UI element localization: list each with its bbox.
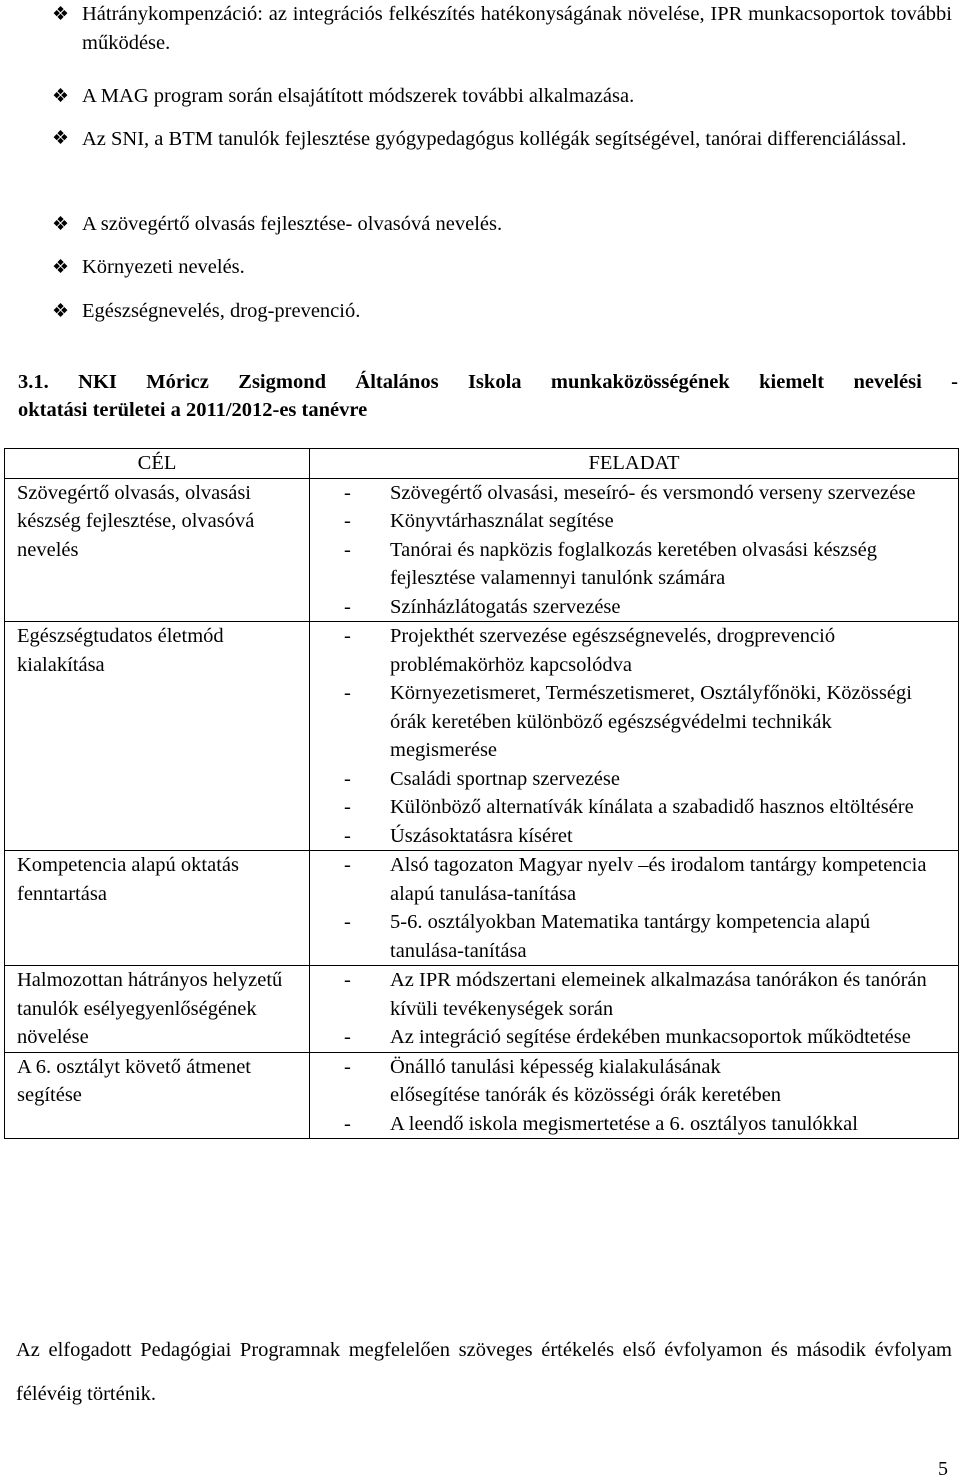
task-text: Alsó tagozaton Magyar nyelv –és irodalom tantárgy kompetencia alapú tanulása-tanítása xyxy=(390,854,927,905)
dash-marker: - xyxy=(344,481,351,504)
tasks-cell xyxy=(310,851,959,966)
dash-marker: - xyxy=(344,1055,351,1078)
task-item xyxy=(310,1053,958,1110)
section-heading-line-1: 3.1. NKI Móricz Zsigmond Általános Iskola munkaközösségének kiemelt nevelési - xyxy=(18,371,958,393)
bullet-text: Hátránykompenzáció: az integrációs felkészítés hatékonyságának növelése, IPR munkacsoportok további működése. xyxy=(82,3,952,54)
table-row xyxy=(5,1052,959,1139)
dash-marker: - xyxy=(344,1112,351,1135)
task-item xyxy=(310,507,958,536)
task-item xyxy=(310,793,958,822)
table-header-row xyxy=(5,449,959,479)
task-text: Önálló tanulási képesség kialakulásának elősegítése tanórák és közösségi órák keretében xyxy=(390,1055,782,1106)
dash-marker: - xyxy=(344,595,351,618)
bullet-text: Környezeti nevelés. xyxy=(82,256,245,278)
task-item xyxy=(310,851,958,908)
bullet-text: A szövegértő olvasás fejlesztése- olvasóvá nevelés. xyxy=(82,213,503,235)
bullet-item xyxy=(52,124,952,160)
bullet-item xyxy=(52,0,952,58)
dash-marker: - xyxy=(344,682,351,704)
goal-cell xyxy=(5,478,310,622)
goal-text: Szövegértő olvasás, olvasási készség fejlesztése, olvasóvá nevelés xyxy=(17,481,255,561)
tasks-cell xyxy=(310,1052,959,1139)
task-item xyxy=(310,536,958,593)
page-number: 5 xyxy=(938,1458,948,1480)
closing-paragraph: Az elfogadott Pedagógiai Programnak megfelelően szöveges értékelés első évfolyamon és második évfolyam félévéig történik. xyxy=(16,1339,952,1405)
table-row xyxy=(5,622,959,851)
task-item xyxy=(310,765,958,794)
bullet-text: Az SNI, a BTM tanulók fejlesztése gyógypedagógus kollégák segítségével, tanórai differenciálással. xyxy=(82,128,907,150)
goal-text: Halmozottan hátrányos helyzetű tanulók esélyegyenlőségének növelése xyxy=(17,969,283,1048)
diamond-bullet-icon: ❖ xyxy=(52,257,70,278)
goal-text: Kompetencia alapú oktatás fenntartása xyxy=(17,854,239,905)
table-row xyxy=(5,851,959,966)
tasks-cell xyxy=(310,966,959,1053)
task-item xyxy=(310,822,958,851)
dash-marker: - xyxy=(344,854,351,876)
goal-text: A 6. osztályt követő átmenet segítése xyxy=(17,1055,251,1106)
table-row xyxy=(5,478,959,622)
task-text: Az integráció segítése érdekében munkacsoportok működtetése xyxy=(390,1026,911,1048)
task-text: Színházlátogatás szervezése xyxy=(390,595,621,618)
tasks-cell xyxy=(310,622,959,851)
task-item xyxy=(310,593,958,622)
bullet-text: A MAG program során elsajátított módszerek további alkalmazása. xyxy=(82,85,635,107)
task-text: Könyvtárhasználat segítése xyxy=(390,510,614,532)
task-item xyxy=(310,966,958,1023)
goal-cell xyxy=(5,622,310,851)
dash-marker: - xyxy=(344,538,351,561)
goal-cell xyxy=(5,851,310,966)
diamond-bullet-icon: ❖ xyxy=(52,301,70,322)
task-text: Projekthét szervezése egészségnevelés, drogprevenció problémakörhöz kapcsolódva xyxy=(390,625,836,676)
dash-marker: - xyxy=(344,625,351,647)
goals-tasks-table xyxy=(4,448,959,1139)
bullet-item xyxy=(52,82,952,111)
task-item xyxy=(310,679,958,765)
task-text: Úszásoktatásra kíséret xyxy=(390,824,573,847)
bullet-item xyxy=(52,210,952,239)
diamond-bullet-icon: ❖ xyxy=(52,4,70,25)
task-text: Környezetismeret, Természetismeret, Osztályfőnöki, Közösségi órák keretében különböző egészségvédelmi technikák megismerése xyxy=(390,682,912,761)
task-text: Az IPR módszertani elemeinek alkalmazása tanórákon és tanórán kívüli tevékenységek során xyxy=(390,969,927,1020)
diamond-bullet-icon: ❖ xyxy=(52,128,70,149)
diamond-bullet-icon: ❖ xyxy=(52,86,70,107)
task-item xyxy=(310,908,958,965)
task-item xyxy=(310,622,958,679)
task-text: Szövegértő olvasási, meseíró- és versmondó verseny szervezése xyxy=(390,481,916,504)
goal-text: Egészségtudatos életmód kialakítása xyxy=(17,625,224,676)
task-item xyxy=(310,1110,958,1139)
dash-marker: - xyxy=(344,796,351,818)
bullet-item xyxy=(52,253,952,282)
dash-marker: - xyxy=(344,824,351,847)
dash-marker: - xyxy=(344,510,351,532)
goal-cell xyxy=(5,966,310,1053)
header-cel: CÉL xyxy=(5,449,310,479)
bullet-text: Egészségnevelés, drog-prevenció. xyxy=(82,300,361,322)
goal-cell xyxy=(5,1052,310,1139)
diamond-bullet-icon: ❖ xyxy=(52,214,70,235)
dash-marker: - xyxy=(344,1026,351,1048)
section-heading xyxy=(18,368,958,424)
task-text: A leendő iskola megismertetése a 6. osztályos tanulókkal xyxy=(390,1112,858,1135)
task-text: Tanórai és napközis foglalkozás keretében olvasási készség fejlesztése valamennyi tanulónk számára xyxy=(390,538,877,589)
task-item xyxy=(310,1023,958,1052)
tasks-cell xyxy=(310,478,959,622)
table-row xyxy=(5,966,959,1053)
bullet-item xyxy=(52,297,952,326)
section-heading-line-2: oktatási területei a 2011/2012-es tanévre xyxy=(18,399,368,421)
dash-marker: - xyxy=(344,767,351,790)
header-feladat: FELADAT xyxy=(310,449,959,479)
dash-marker: - xyxy=(344,911,351,933)
task-text: Családi sportnap szervezése xyxy=(390,767,620,790)
task-item xyxy=(310,479,958,508)
dash-marker: - xyxy=(344,969,351,991)
task-text: 5-6. osztályokban Matematika tantárgy kompetencia alapú tanulása-tanítása xyxy=(390,911,871,962)
task-text: Különböző alternatívák kínálata a szabadidő hasznos eltöltésére xyxy=(390,796,914,818)
